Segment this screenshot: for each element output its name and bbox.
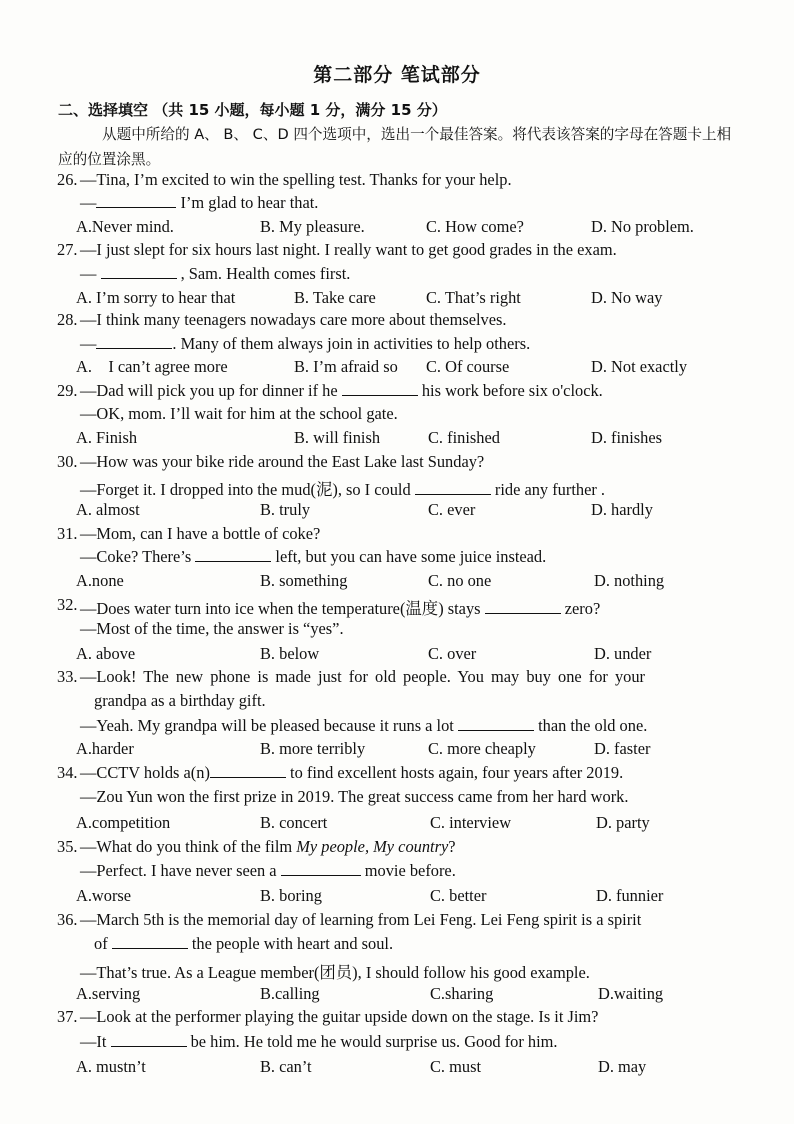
stem-suffix: the people with heart and soul.	[187, 934, 394, 953]
option-b: B. more terribly	[260, 739, 366, 758]
option-a: A.none	[76, 571, 124, 590]
question-response	[80, 716, 647, 736]
response-prefix: —Perfect. I have never seen a	[80, 861, 281, 880]
option-b: B. boring	[260, 886, 322, 905]
question-number: 34.	[57, 763, 78, 782]
question-stem	[80, 595, 600, 619]
option-d: D. party	[596, 813, 650, 832]
option-a: A.worse	[76, 886, 132, 905]
option-b: B. can’t	[260, 1057, 312, 1076]
question-number: 31.	[57, 524, 78, 543]
question-stem-continued	[94, 934, 393, 954]
stem-suffix: zero?	[560, 599, 601, 618]
option-b: B. concert	[260, 813, 328, 832]
option-a: A. above	[76, 644, 136, 663]
question-number: 28.	[57, 310, 78, 329]
question-stem: —I just slept for six hours last night. I really want to get good grades in the exam.	[80, 240, 617, 259]
stem-prefix: of	[94, 934, 112, 953]
answer-blank	[96, 334, 172, 349]
response-prefix: —Forget it. I dropped into the mud(泥), so I could	[80, 480, 415, 499]
option-b: B. something	[260, 571, 348, 590]
answer-blank	[111, 1032, 187, 1047]
answer-blank	[342, 381, 418, 396]
option-c: C. That’s right	[426, 288, 521, 307]
option-a: A.competition	[76, 813, 171, 832]
option-c: C. How come?	[426, 217, 524, 236]
question-stem: —Mom, can I have a bottle of coke?	[80, 524, 321, 543]
question-number: 35.	[57, 837, 78, 856]
option-a: A. I can’t agree more	[76, 357, 228, 376]
response-prefix: —	[80, 193, 97, 212]
option-b: B. I’m afraid so	[294, 357, 398, 376]
question-number: 37.	[57, 1007, 78, 1026]
question-stem-continued: grandpa as a birthday gift.	[94, 691, 266, 710]
response-prefix: —	[80, 264, 101, 283]
response-suffix: than the old one.	[533, 716, 648, 735]
question-stem	[80, 381, 603, 401]
option-d: D. faster	[594, 739, 651, 758]
question-stem: —I think many teenagers nowadays care more about themselves.	[80, 310, 507, 329]
option-b: B. Take care	[294, 288, 376, 307]
question-number: 27.	[57, 240, 78, 259]
option-d: D.waiting	[598, 984, 664, 1003]
option-a: A. mustn’t	[76, 1057, 146, 1076]
response-suffix: , Sam. Health comes first.	[176, 264, 351, 283]
option-d: D. hardly	[591, 500, 653, 519]
answer-blank	[485, 599, 561, 614]
response-suffix: be him. He told me he would surprise us. Good for him.	[186, 1032, 558, 1051]
option-a: A. almost	[76, 500, 140, 519]
option-b: B. below	[260, 644, 320, 663]
response-prefix: —Coke? There’s	[80, 547, 196, 566]
answer-blank	[210, 763, 286, 778]
question-response	[80, 547, 546, 567]
question-stem: —March 5th is the memorial day of learning from Lei Feng. Lei Feng spirit is a spirit	[80, 910, 642, 929]
answer-blank	[195, 547, 271, 562]
page-title: 第二部分 笔试部分	[313, 64, 481, 86]
answer-blank	[112, 934, 188, 949]
answer-blank	[96, 193, 176, 208]
response-suffix: I’m glad to hear that.	[176, 193, 319, 212]
response-prefix: —	[80, 334, 97, 353]
option-d: D. funnier	[596, 886, 664, 905]
option-a: A.serving	[76, 984, 141, 1003]
question-response	[80, 264, 350, 284]
question-response: —Most of the time, the answer is “yes”.	[80, 619, 344, 638]
question-response	[80, 476, 605, 500]
film-title: My people, My country	[296, 837, 449, 856]
question-number: 29.	[57, 381, 78, 400]
option-a: A. I’m sorry to hear that	[76, 288, 236, 307]
question-number: 36.	[57, 910, 78, 929]
option-d: D. No problem.	[591, 217, 694, 236]
instruction-text: 从题中所给的 A、 B、 C、D 四个选项中，选出一个最佳答案。将代表该答案的字母在答题卡上相应的位置涂黑。	[58, 126, 732, 168]
option-c: C. over	[428, 644, 477, 663]
question-number: 26.	[57, 170, 78, 189]
response-suffix: left, but you can have some juice instead.	[271, 547, 547, 566]
option-b: B.calling	[260, 984, 320, 1003]
question-stem	[80, 837, 456, 857]
question-stem	[80, 763, 623, 783]
response-suffix: . Many of them always join in activities to help others.	[172, 334, 531, 353]
option-c: C. no one	[428, 571, 492, 590]
question-number: 32.	[57, 595, 78, 614]
response-suffix: ride any further .	[490, 480, 605, 499]
question-response	[80, 861, 456, 881]
option-b: B. will finish	[294, 428, 381, 447]
option-a: A.Never mind.	[76, 217, 174, 236]
answer-blank	[458, 716, 534, 731]
answer-blank	[281, 861, 361, 876]
option-c: C. finished	[428, 428, 500, 447]
answer-blank	[415, 480, 491, 495]
response-prefix: —Yeah. My grandpa will be pleased because it runs a lot	[80, 716, 458, 735]
question-response	[80, 193, 318, 213]
question-stem: —How was your bike ride around the East Lake last Sunday?	[80, 452, 485, 471]
response-suffix: movie before.	[360, 861, 456, 880]
stem-prefix: —Dad will pick you up for dinner if he	[80, 381, 342, 400]
question-number: 30.	[57, 452, 78, 471]
option-d: D. may	[598, 1057, 647, 1076]
option-d: D. under	[594, 644, 652, 663]
question-response: —Zou Yun won the first prize in 2019. The great success came from her hard work.	[80, 787, 629, 806]
option-d: D. Not exactly	[591, 357, 688, 376]
question-response	[80, 334, 530, 354]
question-number: 33.	[57, 667, 78, 686]
option-d: D. finishes	[591, 428, 663, 447]
stem-prefix: —Does water turn into ice when the temperature(温度) stays	[80, 599, 485, 618]
option-c: C. more cheaply	[428, 739, 536, 758]
option-b: B. truly	[260, 500, 311, 519]
option-c: C. must	[430, 1057, 482, 1076]
stem-suffix: ?	[448, 837, 456, 856]
option-a: A.harder	[76, 739, 134, 758]
option-c: C. interview	[430, 813, 512, 832]
stem-suffix: to find excellent hosts again, four years after 2019.	[285, 763, 624, 782]
option-c: C. Of course	[426, 357, 510, 376]
section-heading: 二、选择填空 （共 15 小题，每小题 1 分，满分 15 分）	[58, 101, 447, 119]
question-stem: —Look! The new phone is made just for old people. You may buy one for your	[80, 667, 646, 686]
stem-suffix: his work before six o'clock.	[417, 381, 603, 400]
question-stem: —Look at the performer playing the guitar upside down on the stage. Is it Jim?	[80, 1007, 599, 1026]
option-c: C.sharing	[430, 984, 494, 1003]
stem-prefix: —What do you think of the film	[80, 837, 297, 856]
question-stem: —Tina, I’m excited to win the spelling test. Thanks for your help.	[80, 170, 512, 189]
question-response: —That’s true. As a League member(团员), I should follow his good example.	[80, 963, 590, 982]
option-c: C. better	[430, 886, 487, 905]
option-b: B. My pleasure.	[260, 217, 365, 236]
answer-blank	[101, 264, 177, 279]
option-a: A. Finish	[76, 428, 138, 447]
question-response	[80, 1032, 558, 1052]
question-response: —OK, mom. I’ll wait for him at the school gate.	[80, 404, 398, 423]
option-d: D. nothing	[594, 571, 665, 590]
option-d: D. No way	[591, 288, 663, 307]
option-c: C. ever	[428, 500, 476, 519]
response-prefix: —It	[80, 1032, 111, 1051]
stem-prefix: —CCTV holds a(n)	[80, 763, 210, 782]
